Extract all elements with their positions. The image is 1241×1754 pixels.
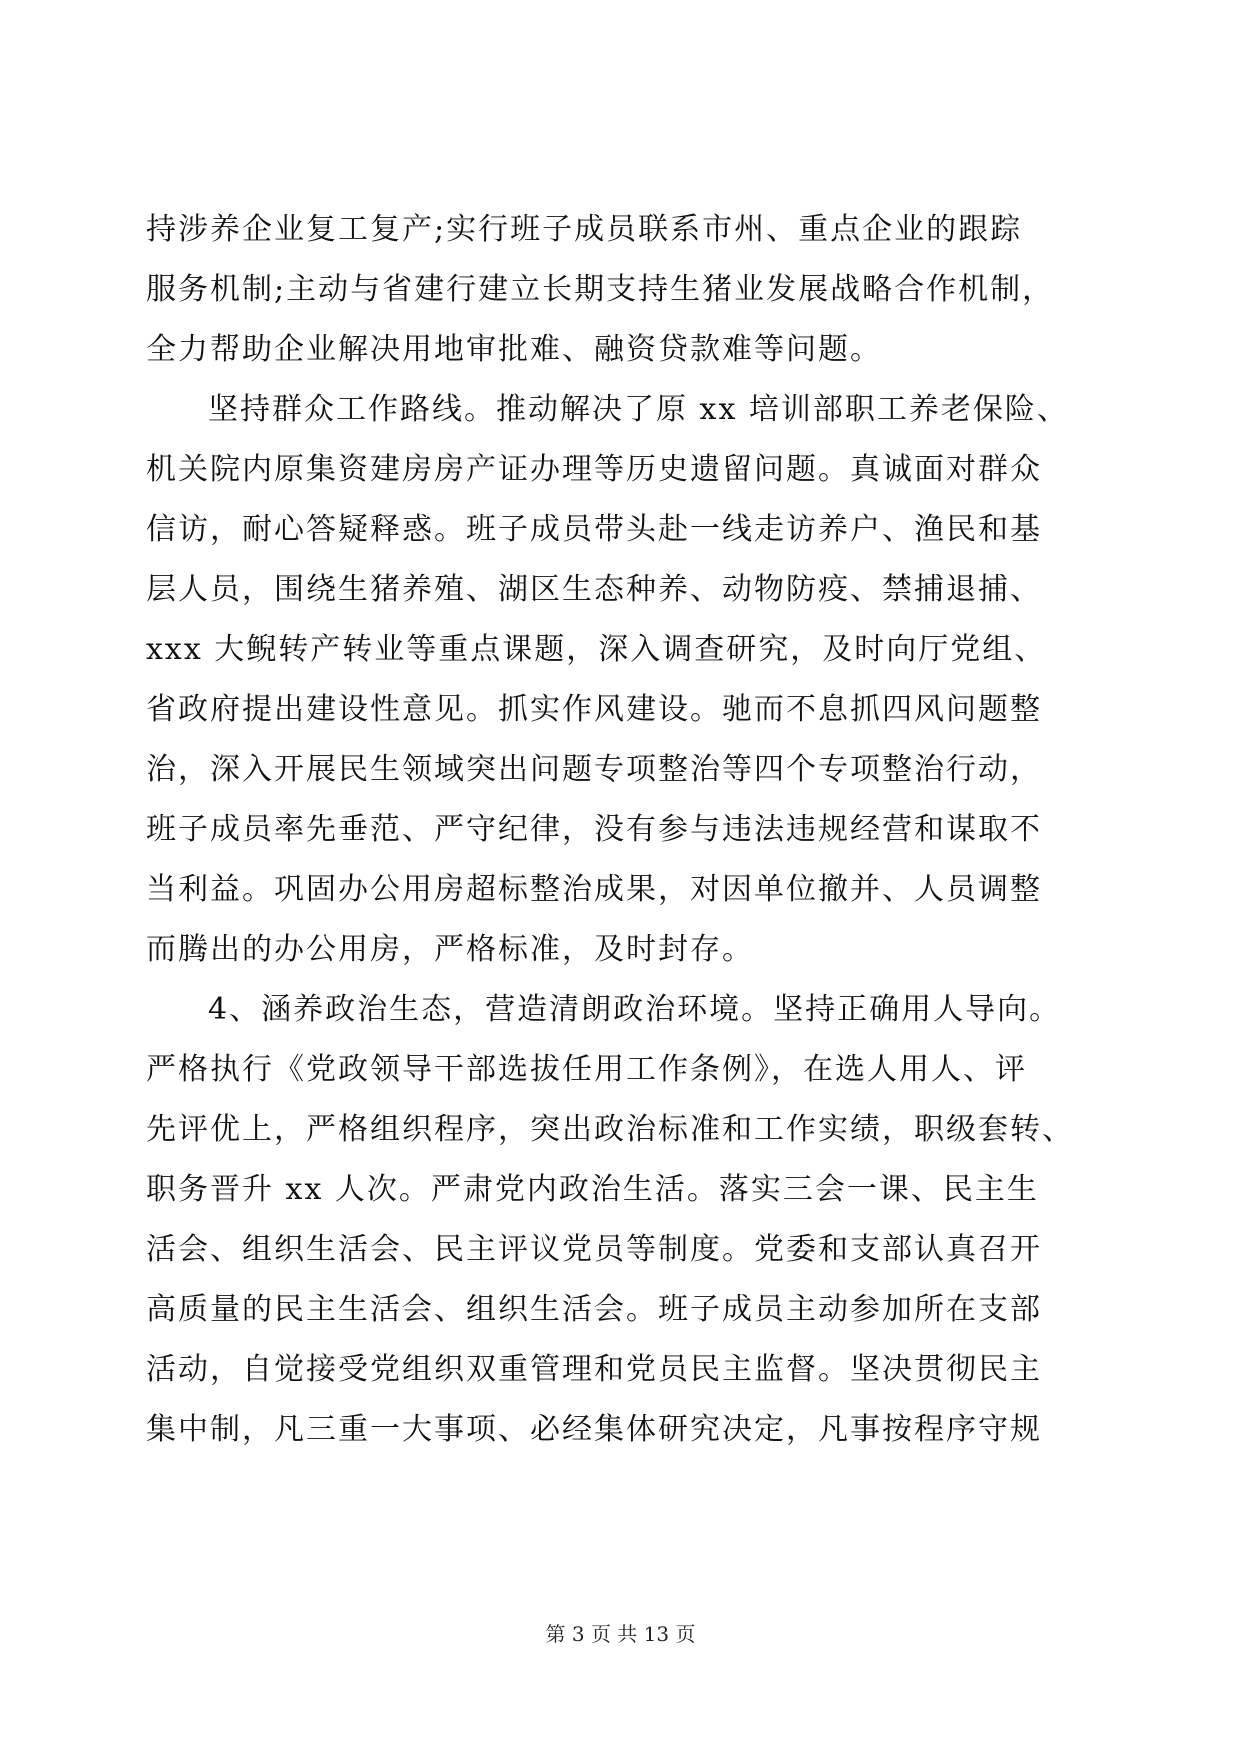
text-line: 当利益。巩固办公用房超标整治成果，对因单位撤并、人员调整 xyxy=(146,872,1042,907)
text-line: 持涉养企业复工复产;实行班子成员联系市州、重点企业的跟踪 xyxy=(146,212,1023,247)
text-line: 信访，耐心答疑释惑。班子成员带头赴一线走访养户、渔民和基 xyxy=(146,512,1042,547)
text-line: 高质量的民主生活会、组织生活会。班子成员主动参加所在支部 xyxy=(146,1292,1042,1327)
text-line: 而腾出的办公用房，严格标准，及时封存。 xyxy=(146,932,754,967)
text-line: 层人员，围绕生猪养殖、湖区生态种养、动物防疫、禁捕退捕、 xyxy=(146,572,1042,607)
body-text xyxy=(146,200,1096,1460)
text-line: 活动，自觉接受党组织双重管理和党员民主监督。坚决贯彻民主 xyxy=(146,1352,1042,1387)
text-line: 全力帮助企业解决用地审批难、融资贷款难等问题。 xyxy=(146,332,882,367)
text-line: 坚持群众工作路线。推动解决了原 xx 培训部职工养老保险、 xyxy=(208,392,1069,427)
text-line: 先评优上，严格组织程序，突出政治标准和工作实绩，职级套转、 xyxy=(146,1112,1074,1147)
page-footer: 第 3 页 共 13 页 xyxy=(545,1622,696,1646)
text-line: 服务机制;主动与省建行建立长期支持生猪业发展战略合作机制， xyxy=(146,272,1055,307)
text-line: 职务晋升 xx 人次。严肃党内政治生活。落实三会一课、民主生 xyxy=(146,1172,1039,1207)
text-line: 4、涵养政治生态，营造清朗政治环境。坚持正确用人导向。 xyxy=(208,992,1062,1027)
text-line: 集中制，凡三重一大事项、必经集体研究决定，凡事按程序守规 xyxy=(146,1412,1042,1447)
text-line: 省政府提出建设性意见。抓实作风建设。驰而不息抓四风问题整 xyxy=(146,692,1042,727)
text-line: 严格执行《党政领导干部选拔任用工作条例》，在选人用人、评 xyxy=(146,1052,1027,1087)
text-line: 治，深入开展民生领域突出问题专项整治等四个专项整治行动， xyxy=(146,752,1042,787)
text-line: xxx 大鲵转产转业等重点课题，深入调查研究，及时向厅党组、 xyxy=(146,632,1047,667)
text-line: 活会、组织生活会、民主评议党员等制度。党委和支部认真召开 xyxy=(146,1232,1042,1267)
text-line: 机关院内原集资建房房产证办理等历史遗留问题。真诚面对群众 xyxy=(146,452,1042,487)
text-line: 班子成员率先垂范、严守纪律，没有参与违法违规经营和谋取不 xyxy=(146,812,1042,847)
